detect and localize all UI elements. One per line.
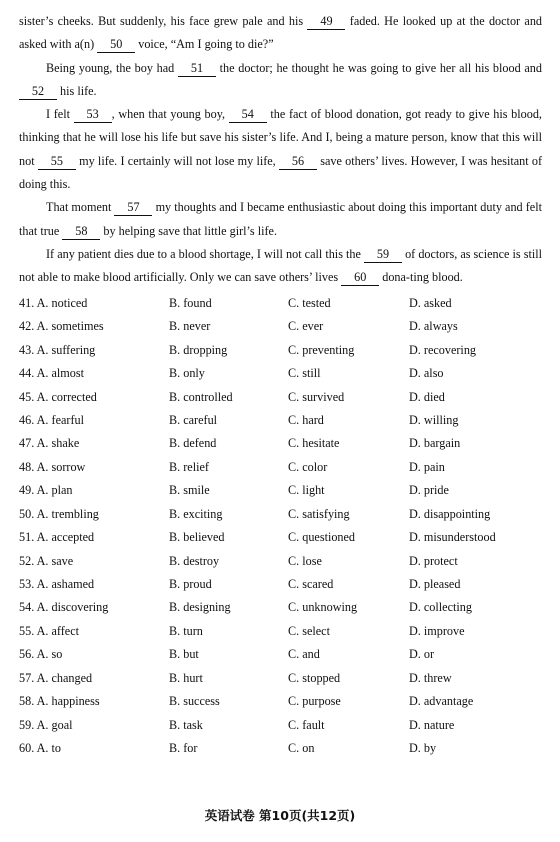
option-d: D. asked <box>409 295 452 310</box>
option-c: C. ever <box>288 319 324 334</box>
option-b: B. designing <box>169 600 231 615</box>
question-number: 43. <box>19 342 35 357</box>
option-row <box>19 690 542 713</box>
option-b: B. believed <box>169 530 225 545</box>
blank-number: 55 <box>38 154 76 170</box>
option-row <box>19 667 542 690</box>
option-c: C. light <box>288 483 325 498</box>
blank-number: 50 <box>97 37 135 53</box>
option-b: B. but <box>169 647 199 662</box>
option-b: B. only <box>169 366 205 381</box>
option-cell-a <box>19 436 169 451</box>
option-row <box>19 526 542 549</box>
option-cell-a <box>19 600 169 615</box>
option-d: D. pleased <box>409 577 461 592</box>
option-d: D. also <box>409 366 444 381</box>
passage-text: my thoughts and I became enthusiastic about doing this important duty and felt that true <box>19 200 542 238</box>
option-cell-a <box>19 624 169 639</box>
option-c: C. fault <box>288 717 325 732</box>
option-cell-a <box>19 554 169 569</box>
option-b: B. destroy <box>169 553 220 568</box>
passage-text: Being young, the boy had <box>46 60 178 75</box>
option-c: C. purpose <box>288 694 341 709</box>
option-c: C. questioned <box>288 530 356 545</box>
option-cell-a <box>19 483 169 498</box>
passage-text: voice, “Am I going to die?” <box>135 37 274 52</box>
question-number: 51. <box>19 530 35 545</box>
passage-text: by helping save that little girl’s life. <box>100 223 278 238</box>
option-b: B. relief <box>169 459 209 474</box>
option-b: B. defend <box>169 436 217 451</box>
option-a: A. ashamed <box>36 577 95 592</box>
passage-text: If any patient dies due to a blood shortage, I will not call this the <box>46 246 364 261</box>
option-d: D. died <box>409 389 445 404</box>
option-c: C. tested <box>288 295 331 310</box>
question-number: 41. <box>19 295 35 310</box>
page-footer: 英语试卷 第10页(共12页) <box>204 808 356 823</box>
question-number: 47. <box>19 436 35 451</box>
question-number: 56. <box>19 647 35 662</box>
question-number: 59. <box>19 717 35 732</box>
option-d: D. advantage <box>409 694 474 709</box>
option-b: B. dropping <box>169 342 228 357</box>
option-b: B. hurt <box>169 670 203 685</box>
passage-text: save others’ lives. However, I was hesitant of doing this. <box>19 153 543 192</box>
option-d: D. collecting <box>409 600 472 615</box>
question-number: 55. <box>19 623 35 638</box>
question-number: 44. <box>19 366 35 381</box>
question-number: 57. <box>19 670 35 685</box>
blank-number: 60 <box>341 270 379 286</box>
option-row <box>19 737 542 760</box>
option-c: C. scared <box>288 577 334 592</box>
option-d: D. always <box>409 319 458 334</box>
option-cell-a <box>19 577 169 592</box>
question-number: 49. <box>19 483 35 498</box>
cloze-passage <box>19 10 542 290</box>
passage-text: That moment <box>46 200 115 215</box>
option-row <box>19 432 542 455</box>
option-a: A. plan <box>36 483 73 498</box>
option-cell-a <box>19 460 169 475</box>
option-b: B. controlled <box>169 389 233 404</box>
option-c: C. on <box>288 741 315 756</box>
option-b: B. never <box>169 319 211 334</box>
option-row <box>19 713 542 736</box>
option-row <box>19 409 542 432</box>
blank-number: 49 <box>307 14 345 30</box>
option-row <box>19 338 542 361</box>
option-a: A. changed <box>36 670 93 685</box>
option-row <box>19 503 542 526</box>
option-a: A. so <box>36 647 63 662</box>
option-d: D. recovering <box>409 342 477 357</box>
option-cell-a <box>19 390 169 405</box>
option-cell-a <box>19 319 169 334</box>
option-row <box>19 596 542 619</box>
option-cell-a <box>19 671 169 686</box>
option-d: D. pain <box>409 459 445 474</box>
question-number: 53. <box>19 577 35 592</box>
option-a: A. discovering <box>36 600 109 615</box>
option-cell-a <box>19 647 169 662</box>
passage-paragraph <box>19 103 542 196</box>
option-row <box>19 292 542 315</box>
option-row <box>19 456 542 479</box>
option-a: A. affect <box>36 623 80 638</box>
passage-text: faded. He looked up at the doctor and asked with a(n) <box>19 14 543 52</box>
option-cell-a <box>19 718 169 733</box>
option-b: B. for <box>169 741 198 756</box>
option-row <box>19 362 542 385</box>
option-a: A. shake <box>36 436 80 451</box>
option-row <box>19 315 542 338</box>
option-row <box>19 385 542 408</box>
option-c: C. unknowing <box>288 600 358 615</box>
option-c: C. and <box>288 647 320 662</box>
blank-number: 59 <box>364 247 402 263</box>
passage-text: my life. I certainly will not lose my life, <box>75 153 279 168</box>
option-b: B. success <box>169 694 220 709</box>
option-a: A. corrected <box>36 389 97 404</box>
option-d: D. improve <box>409 623 465 638</box>
option-c: C. color <box>288 459 328 474</box>
option-d: D. by <box>409 741 437 756</box>
option-b: B. turn <box>169 623 203 638</box>
option-c: C. lose <box>288 553 322 568</box>
question-number: 58. <box>19 694 35 709</box>
option-a: A. to <box>36 741 61 756</box>
option-a: A. goal <box>36 717 73 732</box>
option-a: A. accepted <box>36 530 95 545</box>
option-cell-a <box>19 530 169 545</box>
option-a: A. fearful <box>36 412 84 427</box>
option-cell-a <box>19 366 169 381</box>
passage-text: sister’s cheeks. But suddenly, his face grew pale and his <box>19 14 308 28</box>
option-d: D. misunderstood <box>409 530 496 545</box>
option-row <box>19 573 542 596</box>
option-row <box>19 549 542 572</box>
blank-number: 56 <box>279 154 317 170</box>
blank-number: 57 <box>114 200 152 216</box>
question-number: 52. <box>19 553 35 568</box>
option-row <box>19 643 542 666</box>
option-d: D. disappointing <box>409 506 491 521</box>
option-c: C. still <box>288 366 321 381</box>
option-a: A. suffering <box>36 342 96 357</box>
blank-number: 53 <box>74 107 112 123</box>
option-a: A. save <box>36 553 74 568</box>
option-cell-a <box>19 507 169 522</box>
blank-number: 58 <box>62 224 100 240</box>
option-a: A. sorrow <box>36 459 86 474</box>
question-number: 48. <box>19 459 35 474</box>
option-a: A. noticed <box>36 295 88 310</box>
option-c: C. hesitate <box>288 436 340 451</box>
option-d: D. bargain <box>409 436 461 451</box>
option-c: C. preventing <box>288 342 355 357</box>
passage-paragraph <box>19 57 542 104</box>
option-a: A. sometimes <box>36 319 104 334</box>
passage-text: the doctor; he thought he was going to give her all his blood and <box>215 60 542 75</box>
passage-text: of doctors, as science is still not able to make blood artificially. Only we can save others’ lives <box>19 246 542 285</box>
option-cell-a <box>19 694 169 709</box>
question-number: 50. <box>19 506 35 521</box>
option-cell-a <box>19 413 169 428</box>
question-number: 46. <box>19 412 35 427</box>
option-c: C. hard <box>288 412 324 427</box>
blank-number: 54 <box>229 107 267 123</box>
passage-text: dona-ting blood. <box>379 270 463 285</box>
option-b: B. proud <box>169 577 212 592</box>
option-a: A. almost <box>36 366 85 381</box>
passage-text: I felt <box>46 107 74 122</box>
option-b: B. careful <box>169 412 218 427</box>
option-c: C. satisfying <box>288 506 350 521</box>
option-d: D. nature <box>409 717 455 732</box>
option-d: D. protect <box>409 553 458 568</box>
question-number: 54. <box>19 600 35 615</box>
option-a: A. trembling <box>36 506 99 521</box>
blank-number: 51 <box>178 61 216 77</box>
passage-paragraph <box>19 10 542 57</box>
option-cell-a <box>19 343 169 358</box>
option-d: D. threw <box>409 670 452 685</box>
option-cell-a <box>19 296 169 311</box>
option-row <box>19 479 542 502</box>
answer-options <box>19 292 542 761</box>
option-b: B. found <box>169 295 212 310</box>
passage-text: his life. <box>57 83 97 98</box>
option-b: B. smile <box>169 483 210 498</box>
passage-text: the fact of blood donation, got ready to give his blood, thinking that he will lose his life but save his sister’s life. And I, being a mature person, know that this will not <box>19 107 542 168</box>
option-b: B. exciting <box>169 506 223 521</box>
option-d: D. pride <box>409 483 449 498</box>
option-row <box>19 620 542 643</box>
option-cell-a <box>19 741 169 756</box>
passage-paragraph <box>19 243 542 290</box>
question-number: 60. <box>19 741 35 756</box>
option-b: B. task <box>169 717 203 732</box>
option-d: D. or <box>409 647 435 662</box>
option-c: C. survived <box>288 389 345 404</box>
passage-text: , when that young boy, <box>111 107 229 122</box>
option-c: C. select <box>288 623 330 638</box>
question-number: 45. <box>19 389 35 404</box>
passage-paragraph <box>19 196 542 243</box>
option-c: C. stopped <box>288 670 341 685</box>
option-d: D. willing <box>409 412 459 427</box>
blank-number: 52 <box>19 84 57 100</box>
question-number: 42. <box>19 319 35 334</box>
option-a: A. happiness <box>36 694 100 709</box>
